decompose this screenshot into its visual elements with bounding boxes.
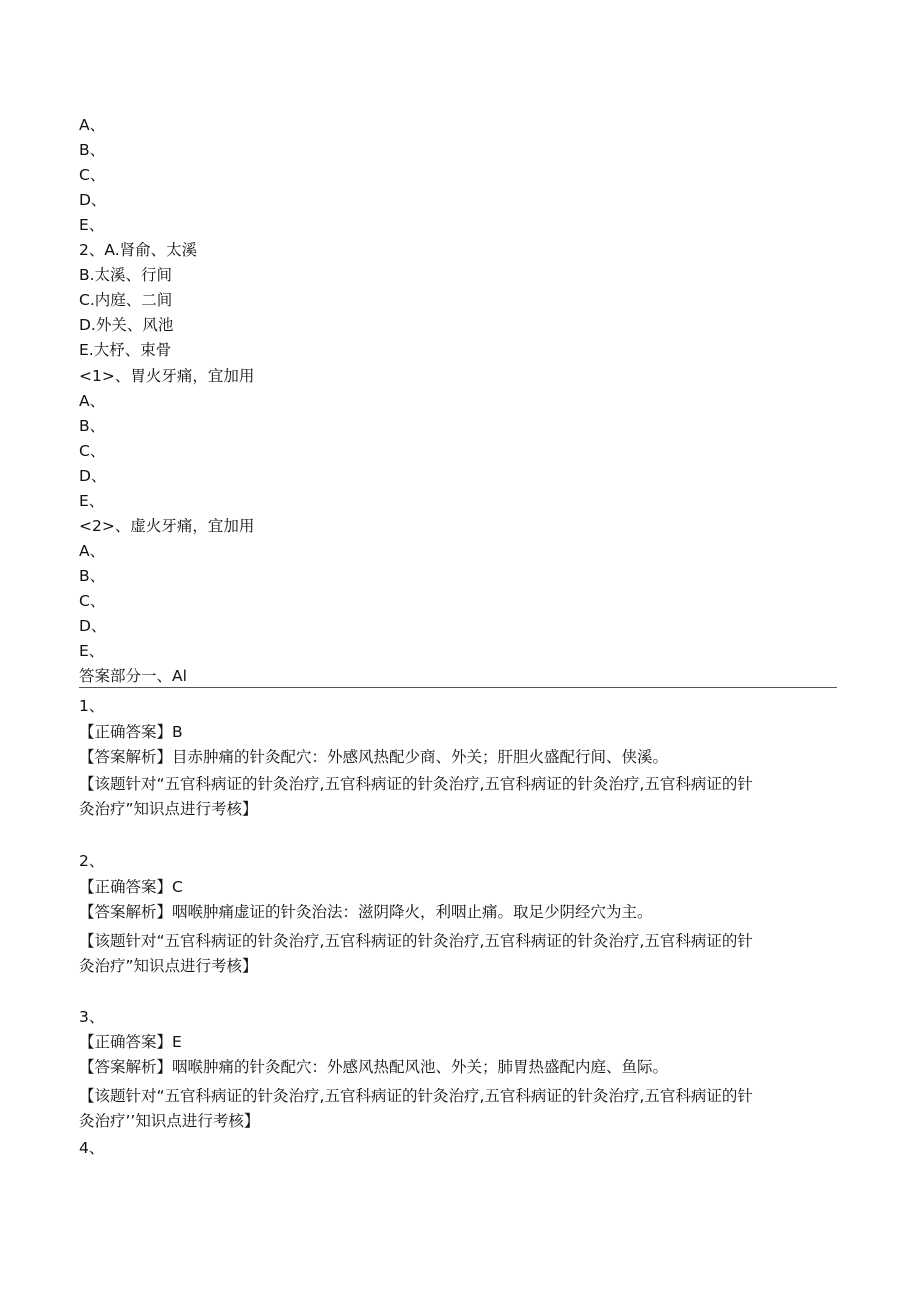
section-divider [79, 687, 837, 688]
q2-sub2-option-e: E、 [79, 642, 105, 660]
q2-sub2-option-a: A、 [79, 542, 106, 560]
q2-option-line-b: B.太溪、行间 [79, 266, 173, 284]
answer-1-analysis: 【答案解析】目赤肿痛的针灸配穴：外感风热配少商、外关；肝胆火盛配行间、侠溪。 [79, 748, 669, 766]
answer-2-analysis: 【答案解析】咽喉肿痛虚证的针灸治法：滋阴降火，利咽止痛。取足少阴经穴为主。 [79, 903, 653, 921]
answer-2-topic-line1: 【该题针对“五官科病证的针灸治疗,五官科病证的针灸治疗,五官科病证的针灸治疗,五官科病证的针 [79, 932, 753, 950]
answers-section-heading: 答案部分一、Al [79, 667, 187, 685]
q2-sub2-option-c: C、 [79, 592, 106, 610]
q2-sub1-question: <1>、胃火牙痛，宜加用 [79, 367, 255, 385]
answer-3-number: 3、 [79, 1008, 105, 1026]
answer-4-number: 4、 [79, 1139, 105, 1157]
q1-option-c: C、 [79, 166, 106, 184]
answer-2-correct: 【正确答案】C [79, 878, 183, 896]
q1-option-e: E、 [79, 216, 105, 234]
q2-sub2-option-b: B、 [79, 567, 106, 585]
q1-option-b: B、 [79, 141, 106, 159]
answer-3-analysis: 【答案解析】咽喉肿痛的针灸配穴：外感风热配风池、外关；肺胃热盛配内庭、鱼际。 [79, 1058, 669, 1076]
q2-sub1-option-d: D、 [79, 467, 107, 485]
answer-1-topic-line2: 灸治疗”知识点进行考核】 [79, 800, 258, 818]
answer-2-topic-line2: 灸治疗”知识点进行考核】 [79, 957, 258, 975]
answer-3-topic-line2: 灸治疗’’知识点进行考核】 [79, 1112, 260, 1130]
q2-option-line-a: 2、A.肾俞、太溪 [79, 241, 198, 259]
q1-option-a: A、 [79, 116, 106, 134]
q2-option-line-c: C.内庭、二间 [79, 291, 173, 309]
q2-sub2-question: <2>、虚火牙痛，宜加用 [79, 517, 255, 535]
q2-option-line-e: E.大杼、束骨 [79, 341, 172, 359]
q2-sub1-option-c: C、 [79, 442, 106, 460]
answer-1-correct: 【正确答案】B [79, 723, 183, 741]
q2-option-line-d: D.外关、风池 [79, 316, 174, 334]
answer-1-topic-line1: 【该题针对“五官科病证的针灸治疗,五官科病证的针灸治疗,五官科病证的针灸治疗,五官科病证的针 [79, 775, 753, 793]
answer-3-correct: 【正确答案】E [79, 1033, 182, 1051]
q2-sub1-option-e: E、 [79, 492, 105, 510]
answer-2-number: 2、 [79, 852, 105, 870]
answer-3-topic-line1: 【该题针对“五官科病证的针灸治疗,五官科病证的针灸治疗,五官科病证的针灸治疗,五官科病证的针 [79, 1087, 753, 1105]
q2-sub2-option-d: D、 [79, 617, 107, 635]
answer-1-number: 1、 [79, 697, 105, 715]
q2-sub1-option-a: A、 [79, 392, 106, 410]
q1-option-d: D、 [79, 191, 107, 209]
q2-sub1-option-b: B、 [79, 417, 106, 435]
